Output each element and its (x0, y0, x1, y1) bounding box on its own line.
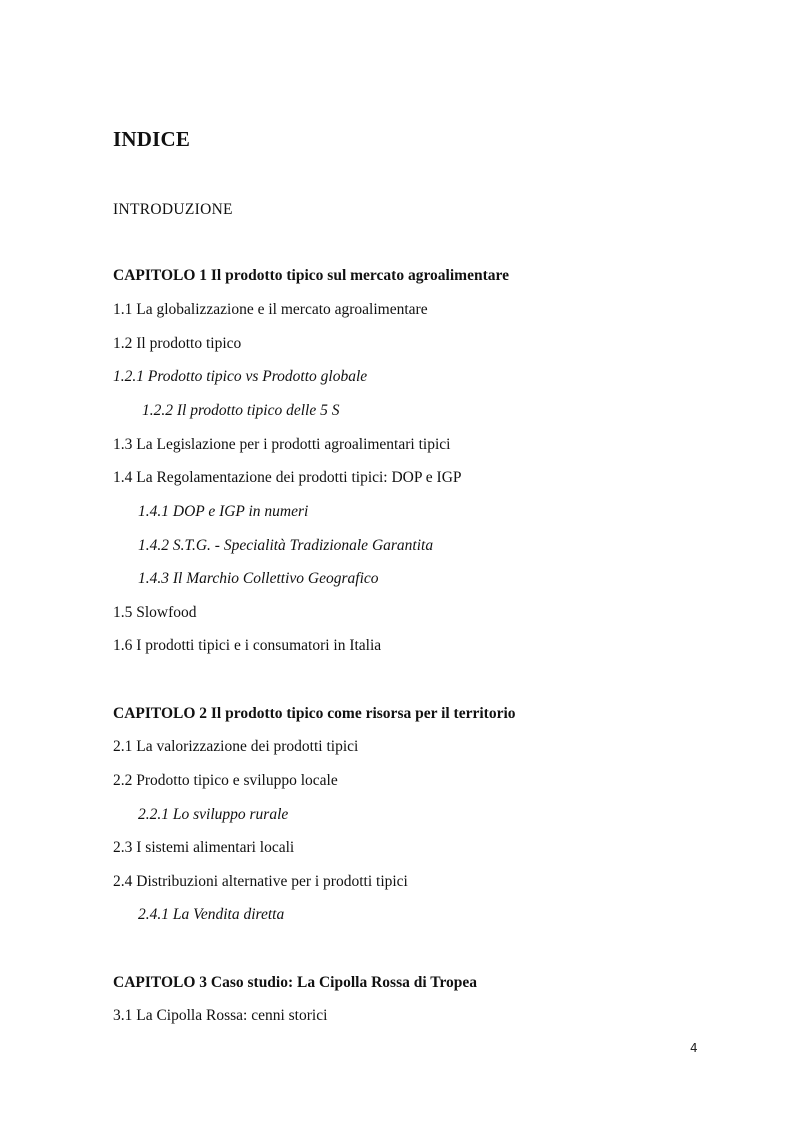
toc-entry-1-1: 1.1 La globalizzazione e il mercato agroalimentare (113, 301, 428, 318)
toc-chapter-2-title: CAPITOLO 2 Il prodotto tipico come risorsa per il territorio (113, 705, 516, 722)
toc-entry-2-2: 2.2 Prodotto tipico e sviluppo locale (113, 772, 338, 789)
toc-entry-2-4-1: 2.4.1 La Vendita diretta (138, 906, 285, 923)
toc-entry-1-5: 1.5 Slowfood (113, 604, 197, 621)
toc-entry-1-4-2: 1.4.2 S.T.G. - Specialità Tradizionale Garantita (138, 537, 434, 554)
toc-entry-2-1: 2.1 La valorizzazione dei prodotti tipici (113, 738, 359, 755)
toc-entry-1-2: 1.2 Il prodotto tipico (113, 335, 242, 352)
toc-introduction: INTRODUZIONE (113, 201, 233, 218)
toc-entry-1-3: 1.3 La Legislazione per i prodotti agroalimentari tipici (113, 436, 451, 453)
toc-entry-1-2-1: 1.2.1 Prodotto tipico vs Prodotto globale (113, 368, 368, 385)
page-number: 4 (690, 1041, 698, 1055)
toc-entry-1-6: 1.6 I prodotti tipici e i consumatori in Italia (113, 637, 382, 654)
toc-entry-1-4-1: 1.4.1 DOP e IGP in numeri (138, 503, 309, 520)
toc-entry-3-1: 3.1 La Cipolla Rossa: cenni storici (113, 1007, 328, 1024)
toc-entry-2-2-1: 2.2.1 Lo sviluppo rurale (138, 806, 289, 823)
toc-entry-2-3: 2.3 I sistemi alimentari locali (113, 839, 295, 856)
toc-chapter-1-title: CAPITOLO 1 Il prodotto tipico sul mercato agroalimentare (113, 267, 509, 284)
toc-entry-1-4: 1.4 La Regolamentazione dei prodotti tipici: DOP e IGP (113, 469, 462, 486)
toc-entry-1-4-3: 1.4.3 Il Marchio Collettivo Geografico (138, 570, 379, 587)
toc-entry-1-2-2: 1.2.2 Il prodotto tipico delle 5 S (142, 402, 340, 419)
toc-entry-2-4: 2.4 Distribuzioni alternative per i prodotti tipici (113, 873, 408, 890)
page-title: INDICE (113, 127, 191, 151)
toc-chapter-3-title: CAPITOLO 3 Caso studio: La Cipolla Rossa di Tropea (113, 974, 478, 991)
